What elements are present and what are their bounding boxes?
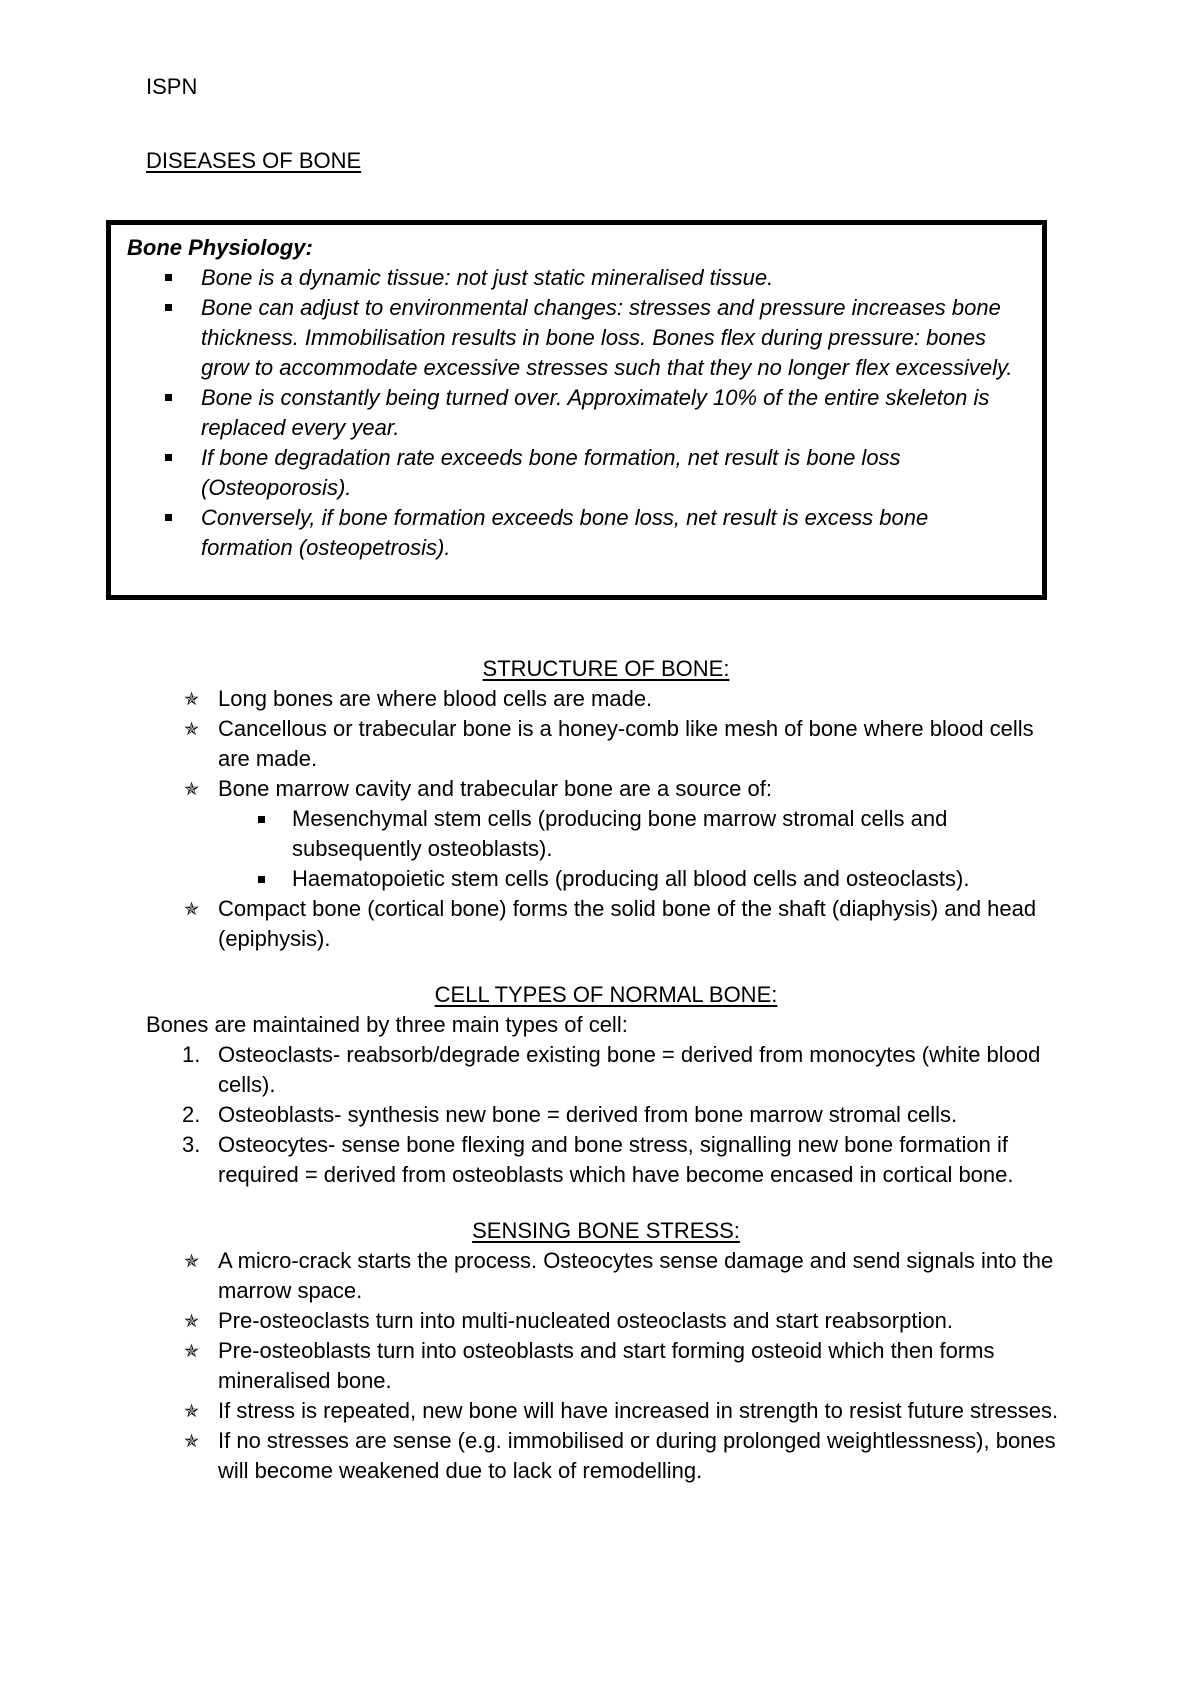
list-item-text: If stress is repeated, new bone will have increased in strength to resist future stresses. (218, 1398, 1059, 1423)
list-item (111, 383, 1042, 443)
star-bullet-icon: ✯ (184, 1251, 200, 1271)
list-item-text: Pre-osteoblasts turn into osteoblasts and start forming osteoid which then forms mineralised bone. (218, 1338, 995, 1393)
list-item-text: If bone degradation rate exceeds bone formation, net result is bone loss (Osteoporosis). (201, 445, 901, 500)
star-bullet-icon: ✯ (184, 1311, 200, 1331)
list-item-text: A micro-crack starts the process. Osteocytes sense damage and send signals into the marrow space. (218, 1248, 1054, 1303)
list-item-text: Bone is a dynamic tissue: not just static mineralised tissue. (201, 265, 774, 290)
list-item-text: Pre-osteoclasts turn into multi-nucleated osteoclasts and start reabsorption. (218, 1308, 953, 1333)
list-number: 1. (182, 1042, 201, 1067)
list-item-text: Osteoblasts- synthesis new bone = derived from bone marrow stromal cells. (218, 1102, 958, 1127)
physiology-list (111, 263, 1042, 563)
sensing-list (146, 1246, 1066, 1486)
list-item-text: Mesenchymal stem cells (producing bone marrow stromal cells and subsequently osteoblasts). (292, 806, 948, 861)
list-item (146, 894, 1066, 954)
list-item (111, 503, 1042, 563)
square-bullet-icon (165, 304, 172, 311)
list-item (146, 1336, 1066, 1396)
list-item (146, 774, 1066, 894)
sub-list-item (146, 864, 1066, 894)
box-heading: Bone Physiology: (127, 235, 313, 260)
star-bullet-icon: ✯ (184, 689, 200, 709)
list-item (146, 1306, 1066, 1336)
list-number: 3. (182, 1132, 201, 1157)
star-bullet-icon: ✯ (184, 1401, 200, 1421)
list-item (146, 684, 1066, 714)
structure-list (146, 684, 1066, 954)
source-sublist (218, 804, 1066, 894)
list-item-text: If no stresses are sense (e.g. immobilised or during prolonged weightlessness), bones will become weakened due to lack of remodelling. (218, 1428, 1056, 1483)
sensing-section (146, 1216, 1066, 1486)
list-item (146, 1040, 1066, 1100)
list-item-text: Osteoclasts- reabsorb/degrade existing bone = derived from monocytes (white blood cells). (218, 1042, 1041, 1097)
list-item (146, 714, 1066, 774)
list-number: 2. (182, 1102, 201, 1127)
intro-text: Bones are maintained by three main types of cell: (146, 1012, 628, 1037)
section-title-structure: STRUCTURE OF BONE: (482, 656, 730, 681)
list-item (111, 263, 1042, 293)
list-item-text: Osteocytes- sense bone flexing and bone stress, signalling new bone formation if required = derived from osteoblasts which have become encased in cortical bone. (218, 1132, 1014, 1187)
header-label: ISPN (146, 74, 198, 99)
star-bullet-icon: ✯ (184, 1341, 200, 1361)
document-title: DISEASES OF BONE (146, 148, 362, 173)
cell-types-section (146, 980, 1066, 1190)
sub-list-item (146, 804, 1066, 864)
list-item-text: Compact bone (cortical bone) forms the solid bone of the shaft (diaphysis) and head (epiphysis). (218, 896, 1037, 951)
list-item (146, 1246, 1066, 1306)
square-bullet-icon (165, 274, 172, 281)
square-bullet-icon (165, 454, 172, 461)
cell-types-list (146, 1040, 1066, 1190)
list-item (146, 1396, 1066, 1426)
square-bullet-icon (165, 514, 172, 521)
square-bullet-icon (165, 394, 172, 401)
bone-physiology-box (106, 220, 1047, 600)
star-bullet-icon: ✯ (184, 1431, 200, 1451)
section-title-cell-types: CELL TYPES OF NORMAL BONE: (434, 982, 778, 1007)
list-item-text: Bone is constantly being turned over. Approximately 10% of the entire skeleton is replaced every year. (201, 385, 990, 440)
list-item-text: Conversely, if bone formation exceeds bone loss, net result is excess bone formation (osteopetrosis). (201, 505, 929, 560)
section-title-sensing: SENSING BONE STRESS: (472, 1218, 740, 1243)
list-item-text: Cancellous or trabecular bone is a honey-comb like mesh of bone where blood cells are made. (218, 716, 1034, 771)
list-item-text: Haematopoietic stem cells (producing all blood cells and osteoclasts). (292, 866, 970, 891)
list-item-text: Bone marrow cavity and trabecular bone are a source of: (218, 776, 772, 801)
list-item (146, 1130, 1066, 1190)
list-item (111, 443, 1042, 503)
structure-section (146, 654, 1066, 954)
list-item (111, 293, 1042, 383)
star-bullet-icon: ✯ (184, 899, 200, 919)
star-bullet-icon: ✯ (184, 779, 200, 799)
list-item (146, 1426, 1066, 1486)
square-bullet-icon (258, 816, 265, 823)
list-item-text: Bone can adjust to environmental changes: stresses and pressure increases bone thickness. Immobilisation results in bone loss. Bones flex during pressure: bones grow to accommodate excessive stresses such that they no longer flex excessively. (201, 295, 1013, 380)
square-bullet-icon (258, 876, 265, 883)
list-item-text: Long bones are where blood cells are made. (218, 686, 653, 711)
star-bullet-icon: ✯ (184, 719, 200, 739)
list-item (146, 1100, 1066, 1130)
